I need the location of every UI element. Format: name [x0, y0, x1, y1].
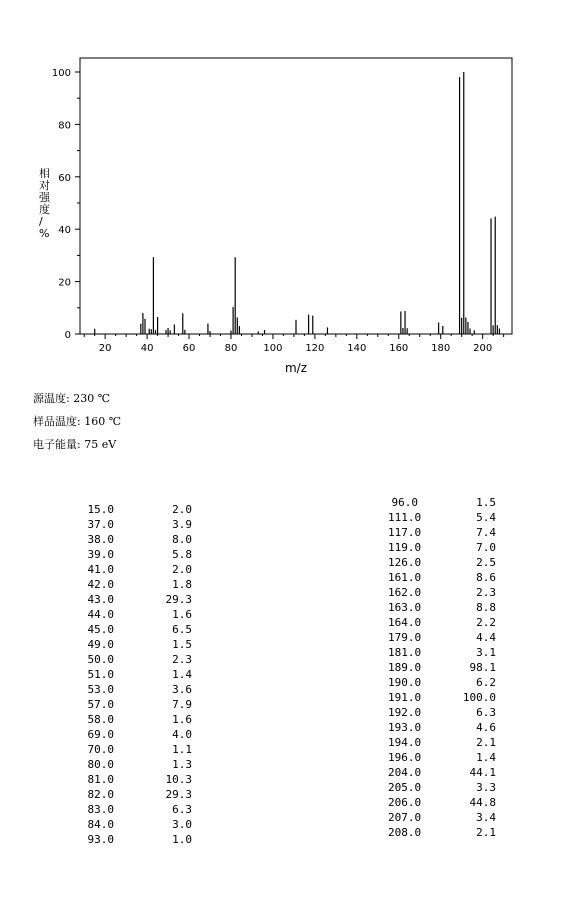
table-row — [84, 622, 192, 637]
mz-value: 37.0 — [87, 518, 114, 531]
abundance-value: 1.4 — [172, 668, 192, 681]
table-row — [84, 637, 192, 652]
abundance-value: 44.1 — [469, 766, 496, 779]
abundance-value: 1.8 — [172, 578, 192, 591]
x-tick-label: 180 — [431, 343, 451, 354]
table-row — [388, 750, 496, 765]
x-tick-label: 200 — [473, 343, 493, 354]
abundance-value: 3.0 — [172, 818, 192, 831]
y-axis — [52, 68, 80, 341]
peak-series — [95, 72, 500, 334]
abundance-value: 3.1 — [476, 646, 496, 659]
abundance-value: 1.4 — [476, 751, 496, 764]
table-row — [84, 682, 192, 697]
x-tick-label: 100 — [263, 343, 283, 354]
table-row — [84, 607, 192, 622]
table-row — [84, 652, 192, 667]
table-row — [84, 787, 192, 802]
table-row — [84, 667, 192, 682]
abundance-value: 2.0 — [172, 503, 192, 516]
mz-value: 81.0 — [87, 773, 114, 786]
table-row — [388, 675, 496, 690]
table-row — [388, 825, 496, 840]
abundance-value: 1.3 — [172, 758, 192, 771]
abundance-value: 2.5 — [476, 556, 496, 569]
abundance-value: 1.5 — [172, 638, 192, 651]
abundance-value: 7.4 — [476, 526, 496, 539]
mz-value: 41.0 — [87, 563, 114, 576]
mz-value: 43.0 — [87, 593, 114, 606]
peak-table-right — [388, 495, 496, 840]
abundance-value: 98.1 — [469, 661, 496, 674]
mz-value: 50.0 — [87, 653, 114, 666]
table-row — [84, 517, 192, 532]
abundance-value: 4.0 — [172, 728, 192, 741]
abundance-value: 44.8 — [469, 796, 496, 809]
mz-value: 93.0 — [87, 833, 114, 846]
mz-value: 15.0 — [87, 503, 114, 516]
table-row — [84, 592, 192, 607]
table-row — [388, 495, 496, 510]
table-row — [84, 562, 192, 577]
abundance-value: 1.1 — [172, 743, 192, 756]
mz-value: 194.0 — [388, 736, 422, 749]
table-row — [388, 765, 496, 780]
table-row — [388, 585, 496, 600]
abundance-value: 2.3 — [172, 653, 192, 666]
mz-value: 208.0 — [388, 826, 422, 839]
mz-value: 111.0 — [388, 511, 422, 524]
mz-value: 57.0 — [87, 698, 114, 711]
y-axis-title-char: 相 — [39, 167, 50, 180]
table-row — [388, 600, 496, 615]
mz-value: 82.0 — [87, 788, 114, 801]
y-axis-title-char: 对 — [39, 179, 50, 192]
abundance-value: 3.3 — [476, 781, 496, 794]
mz-value: 189.0 — [388, 661, 422, 674]
table-row — [388, 525, 496, 540]
abundance-value: 1.5 — [476, 496, 496, 509]
abundance-value: 2.2 — [476, 616, 496, 629]
mz-value: 126.0 — [388, 556, 422, 569]
y-tick-label: 0 — [64, 330, 71, 341]
x-tick-label: 140 — [347, 343, 367, 354]
abundance-value: 2.1 — [476, 826, 496, 839]
abundance-value: 5.4 — [476, 511, 496, 524]
mz-value: 80.0 — [87, 758, 114, 771]
abundance-value: 100.0 — [462, 691, 496, 704]
abundance-value: 6.3 — [476, 706, 496, 719]
x-axis — [84, 334, 503, 354]
mz-value: 84.0 — [87, 818, 114, 831]
table-row — [84, 727, 192, 742]
table-row — [388, 630, 496, 645]
abundance-value: 4.6 — [476, 721, 496, 734]
abundance-value: 7.0 — [476, 541, 496, 554]
table-row — [84, 802, 192, 817]
plot-frame — [80, 58, 512, 334]
mz-value: 83.0 — [87, 803, 114, 816]
mz-value: 206.0 — [388, 796, 422, 809]
mz-value: 119.0 — [388, 541, 422, 554]
mz-value: 163.0 — [388, 601, 422, 614]
table-row — [84, 532, 192, 547]
mz-value: 70.0 — [87, 743, 114, 756]
y-tick-label: 40 — [58, 225, 71, 237]
sample-temperature: 样品温度: 160 ℃ — [33, 415, 121, 428]
mz-value: 181.0 — [388, 646, 422, 659]
mz-value: 205.0 — [388, 781, 422, 794]
table-row — [388, 540, 496, 555]
table-row — [84, 817, 192, 832]
mz-value: 190.0 — [388, 676, 422, 689]
y-axis-title-char: % — [39, 227, 50, 240]
abundance-value: 10.3 — [165, 773, 192, 786]
table-row — [388, 555, 496, 570]
x-axis-title: m/z — [284, 361, 308, 375]
table-row — [388, 705, 496, 720]
abundance-value: 2.3 — [476, 586, 496, 599]
y-tick-label: 100 — [51, 68, 71, 79]
mz-value: 58.0 — [87, 713, 114, 726]
mz-value: 49.0 — [87, 638, 114, 651]
abundance-value: 6.5 — [172, 623, 192, 636]
abundance-value: 8.6 — [476, 571, 496, 584]
abundance-value: 29.3 — [165, 593, 192, 606]
table-row — [84, 832, 192, 847]
table-row — [388, 735, 496, 750]
abundance-value: 3.4 — [476, 811, 496, 824]
mass-spectrum-chart — [0, 0, 570, 380]
x-tick-label: 60 — [182, 343, 196, 354]
abundance-value: 6.3 — [172, 803, 192, 816]
abundance-value: 2.0 — [172, 563, 192, 576]
electron-energy: 电子能量: 75 eV — [33, 438, 117, 451]
abundance-value: 3.6 — [172, 683, 192, 696]
table-row — [84, 712, 192, 727]
x-tick-label: 20 — [98, 343, 112, 354]
y-tick-label: 60 — [58, 172, 71, 184]
table-row — [84, 547, 192, 562]
table-row — [84, 697, 192, 712]
mz-value: 196.0 — [388, 751, 422, 764]
mz-value: 164.0 — [388, 616, 422, 629]
table-row — [388, 795, 496, 810]
abundance-value: 5.8 — [172, 548, 192, 561]
y-tick-label: 20 — [58, 277, 71, 289]
y-axis-title-char: 度 — [39, 203, 50, 216]
mz-value: 39.0 — [87, 548, 114, 561]
table-row — [388, 570, 496, 585]
mz-value: 96.0 — [391, 496, 418, 509]
peak-table-left — [84, 502, 192, 847]
y-axis-title-char: 强 — [39, 191, 50, 204]
table-row — [84, 757, 192, 772]
abundance-value: 8.0 — [172, 533, 192, 546]
table-row — [388, 720, 496, 735]
table-row — [388, 615, 496, 630]
mz-value: 207.0 — [388, 811, 422, 824]
mz-value: 69.0 — [87, 728, 114, 741]
abundance-value: 4.4 — [476, 631, 496, 644]
table-row — [388, 660, 496, 675]
mz-value: 161.0 — [388, 571, 422, 584]
mz-value: 42.0 — [87, 578, 114, 591]
table-row — [388, 810, 496, 825]
abundance-value: 29.3 — [165, 788, 192, 801]
table-row — [388, 690, 496, 705]
mz-value: 44.0 — [87, 608, 114, 621]
table-row — [84, 742, 192, 757]
mz-value: 117.0 — [388, 526, 422, 539]
abundance-value: 1.6 — [172, 713, 192, 726]
table-row — [388, 510, 496, 525]
abundance-value: 3.9 — [172, 518, 192, 531]
table-row — [388, 780, 496, 795]
y-tick-label: 80 — [58, 120, 71, 132]
mz-value: 191.0 — [388, 691, 422, 704]
mz-value: 192.0 — [388, 706, 422, 719]
abundance-value: 2.1 — [476, 736, 496, 749]
x-tick-label: 80 — [224, 343, 238, 354]
abundance-value: 1.0 — [172, 833, 192, 846]
abundance-value: 8.8 — [476, 601, 496, 614]
table-row — [84, 502, 192, 517]
y-axis-title-char: / — [39, 215, 43, 228]
abundance-value: 7.9 — [172, 698, 192, 711]
mz-value: 179.0 — [388, 631, 422, 644]
mz-value: 204.0 — [388, 766, 422, 779]
mz-value: 45.0 — [87, 623, 114, 636]
mz-value: 53.0 — [87, 683, 114, 696]
x-tick-label: 160 — [389, 343, 409, 354]
mz-value: 193.0 — [388, 721, 422, 734]
abundance-value: 6.2 — [476, 676, 496, 689]
table-row — [84, 577, 192, 592]
abundance-value: 1.6 — [172, 608, 192, 621]
mz-value: 162.0 — [388, 586, 422, 599]
mz-value: 38.0 — [87, 533, 114, 546]
x-tick-label: 40 — [140, 343, 154, 354]
source-temperature: 源温度: 230 ℃ — [33, 392, 110, 405]
mz-value: 51.0 — [87, 668, 114, 681]
table-row — [388, 645, 496, 660]
table-row — [84, 772, 192, 787]
x-tick-label: 120 — [305, 343, 325, 354]
